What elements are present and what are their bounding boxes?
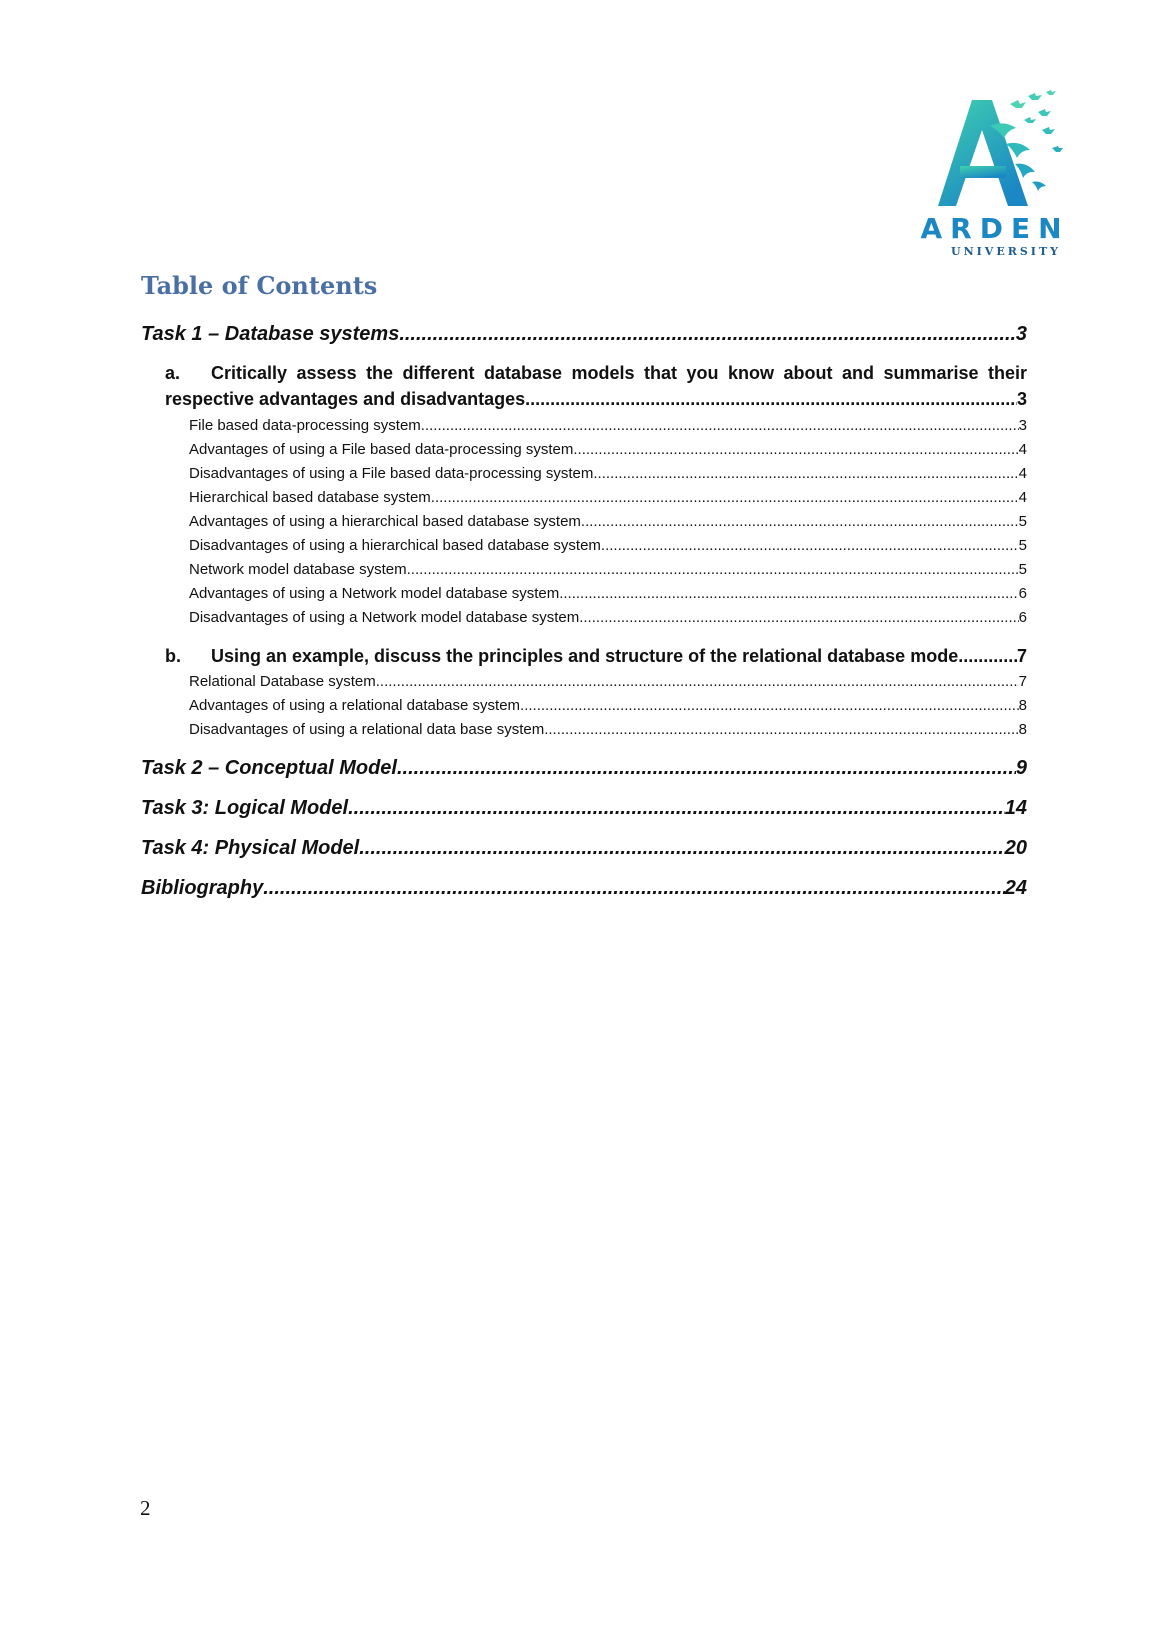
toc-subentry-label: Disadvantages of using a Network model database system xyxy=(189,609,580,626)
toc-leader xyxy=(579,606,1018,630)
toc-entry-page: 9 xyxy=(1015,757,1027,779)
toc-subentry-page: 5 xyxy=(1018,537,1027,554)
toc-subentry[interactable] xyxy=(141,718,1027,742)
toc-entry-task3[interactable] xyxy=(141,790,1027,826)
toc-subentry-page: 4 xyxy=(1018,465,1027,482)
toc-title: Table of Contents xyxy=(141,271,378,300)
toc-entry-section-a[interactable] xyxy=(141,360,1027,412)
toc-entry-task1[interactable] xyxy=(141,316,1027,352)
toc-subentry-page: 8 xyxy=(1018,697,1027,714)
toc-subentry-page: 4 xyxy=(1018,489,1027,506)
section-a-letter: a. xyxy=(165,363,181,383)
toc-leader xyxy=(407,558,1019,582)
section-b-subentries xyxy=(141,670,1027,742)
toc-leader xyxy=(376,670,1019,694)
toc-leader xyxy=(399,316,1016,352)
toc-leader xyxy=(593,462,1018,486)
toc-entry-section-b[interactable] xyxy=(141,642,1027,670)
toc-leader xyxy=(530,386,1017,412)
toc-subentry[interactable] xyxy=(141,486,1027,510)
toc-subentry-page: 4 xyxy=(1018,441,1027,458)
toc-entry-label: Task 3: Logical Model xyxy=(141,797,349,819)
toc-leader xyxy=(581,510,1019,534)
toc-subentry[interactable] xyxy=(141,670,1027,694)
toc-subentry[interactable] xyxy=(141,582,1027,606)
toc-leader xyxy=(397,750,1016,786)
toc-subentry[interactable] xyxy=(141,694,1027,718)
table-of-contents xyxy=(141,316,1027,906)
toc-subentry-label: Disadvantages of using a File based data-processing system xyxy=(189,465,594,482)
section-a-line1 xyxy=(165,360,1027,386)
toc-entry-page: 3 xyxy=(1015,323,1027,345)
toc-leader xyxy=(601,534,1019,558)
toc-subentry-label: File based data-processing system xyxy=(189,417,421,434)
toc-subentry-label: Disadvantages of using a relational data base system xyxy=(189,721,545,738)
section-b-line xyxy=(165,642,1027,670)
toc-entry-page: 20 xyxy=(1004,837,1027,859)
toc-leader xyxy=(963,642,1017,670)
toc-subentry[interactable] xyxy=(141,414,1027,438)
arden-university-logo xyxy=(920,86,1070,261)
toc-leader xyxy=(421,414,1019,438)
logo-a-birds-icon xyxy=(920,86,1070,216)
toc-subentry-page: 5 xyxy=(1018,513,1027,530)
toc-leader xyxy=(544,718,1018,742)
section-a-subentries xyxy=(141,414,1027,630)
toc-subentry[interactable] xyxy=(141,558,1027,582)
toc-entry-label: Bibliography xyxy=(141,877,264,899)
toc-leader xyxy=(559,582,1018,606)
toc-entry-page: 14 xyxy=(1004,797,1027,819)
toc-subentry-page: 6 xyxy=(1018,609,1027,626)
toc-leader xyxy=(348,790,1005,826)
toc-subentry-page: 7 xyxy=(1018,673,1027,690)
toc-entry-task4[interactable] xyxy=(141,830,1027,866)
page-number: 2 xyxy=(140,1496,151,1520)
toc-leader xyxy=(359,830,1005,866)
logo-brand-text: ARDEN xyxy=(920,212,1070,245)
toc-entry-label: Task 1 – Database systems xyxy=(141,323,400,345)
toc-entry-bibliography[interactable] xyxy=(141,870,1027,906)
section-b-letter: b. xyxy=(165,646,181,666)
toc-entry-page: 3 xyxy=(1016,389,1027,409)
toc-subentry-label: Network model database system xyxy=(189,561,407,578)
toc-leader xyxy=(431,486,1019,510)
toc-subentry-label: Hierarchical based database system xyxy=(189,489,431,506)
toc-subentry[interactable] xyxy=(141,510,1027,534)
logo-sub-text: UNIVERSITY xyxy=(951,245,1061,258)
toc-subentry[interactable] xyxy=(141,438,1027,462)
section-b-text: Using an example, discuss the principles and structure of the relational database mode. xyxy=(211,646,964,666)
toc-subentry[interactable] xyxy=(141,606,1027,630)
toc-subentry-page: 3 xyxy=(1018,417,1027,434)
toc-subentry-label: Advantages of using a File based data-processing system xyxy=(189,441,574,458)
toc-subentry-label: Advantages of using a relational database system xyxy=(189,697,521,714)
toc-subentry-page: 5 xyxy=(1018,561,1027,578)
toc-entry-task2[interactable] xyxy=(141,750,1027,786)
toc-leader xyxy=(573,438,1018,462)
toc-subentry-label: Advantages of using a hierarchical based database system xyxy=(189,513,581,530)
toc-subentry-label: Disadvantages of using a hierarchical based database system xyxy=(189,537,601,554)
toc-subentry-page: 8 xyxy=(1018,721,1027,738)
toc-subentry-page: 6 xyxy=(1018,585,1027,602)
toc-entry-page: 7 xyxy=(1016,646,1027,666)
toc-subentry[interactable] xyxy=(141,462,1027,486)
toc-entry-page: 24 xyxy=(1004,877,1027,899)
toc-subentry[interactable] xyxy=(141,534,1027,558)
toc-leader xyxy=(520,694,1019,718)
toc-leader xyxy=(263,870,1005,906)
section-a-text-line1: Critically assess the different database models that you know about and summarise their xyxy=(211,363,1027,383)
toc-entry-label: Task 2 – Conceptual Model xyxy=(141,757,397,779)
toc-subentry-label: Relational Database system xyxy=(189,673,376,690)
section-a-line2 xyxy=(165,386,1027,412)
section-a-text-line2: respective advantages and disadvantages. xyxy=(165,389,531,409)
toc-entry-label: Task 4: Physical Model xyxy=(141,837,360,859)
toc-subentry-label: Advantages of using a Network model database system xyxy=(189,585,560,602)
